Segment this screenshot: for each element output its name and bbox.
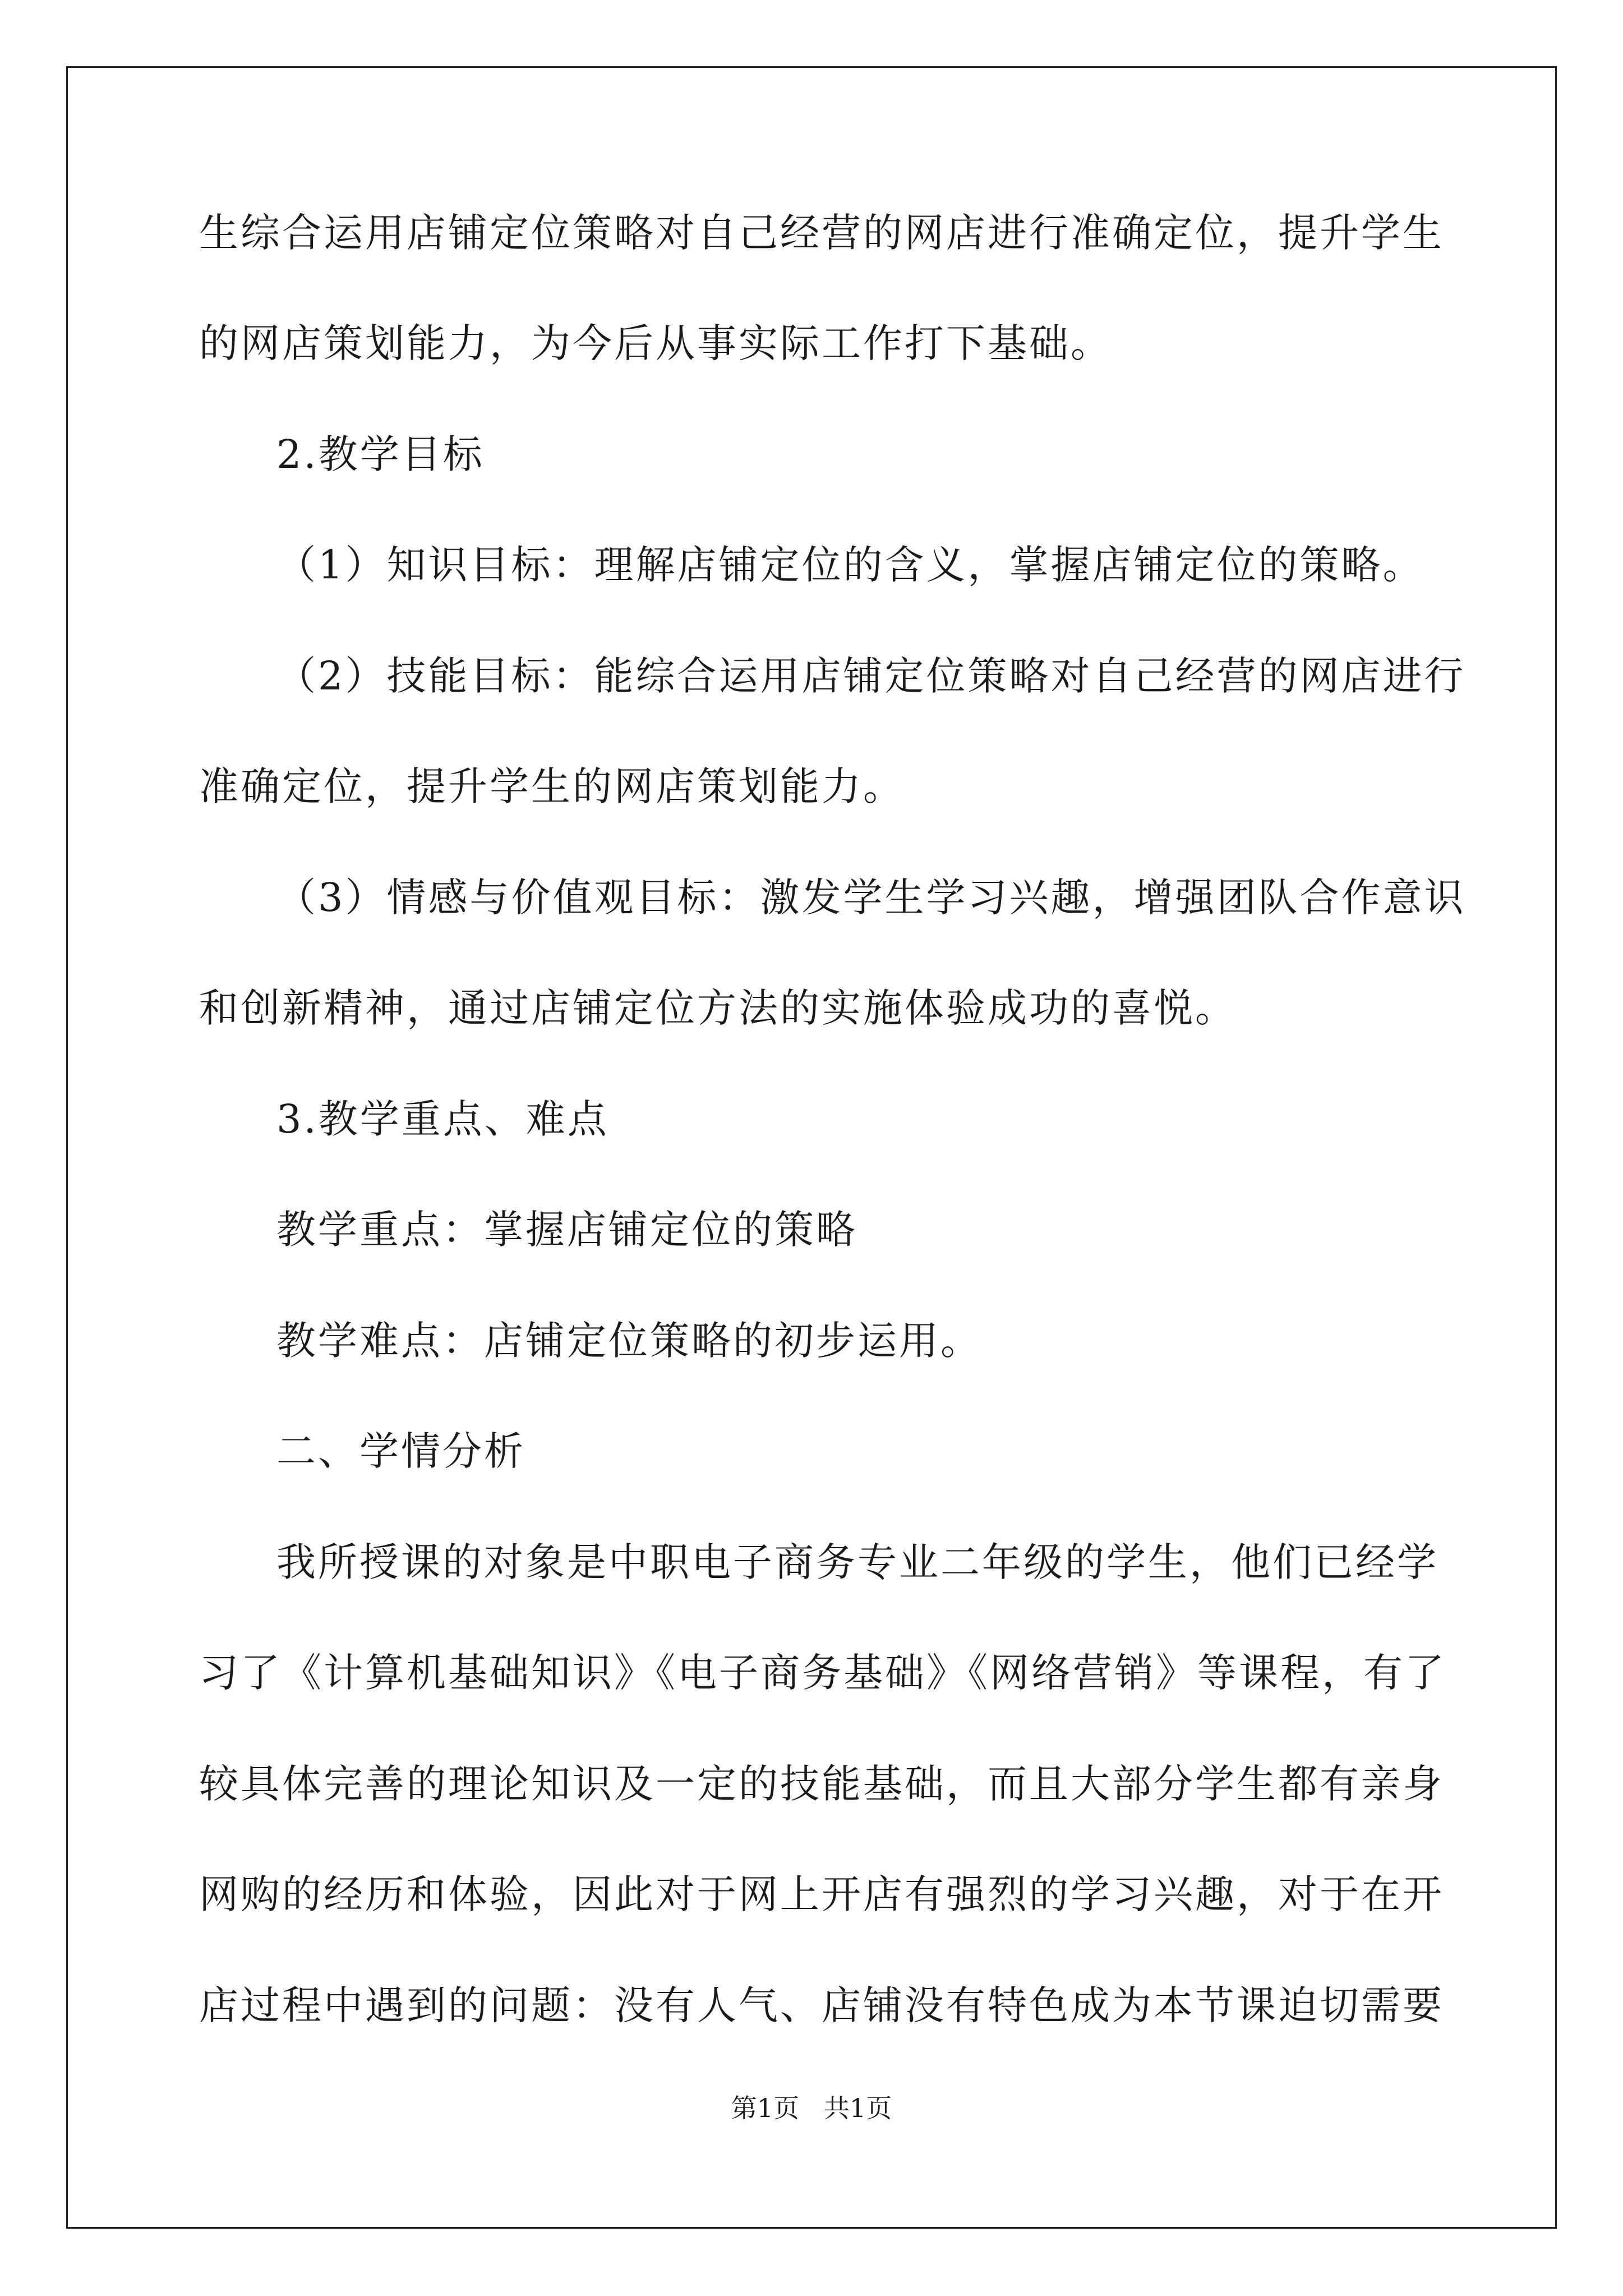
paragraph-line: 网购的经历和体验，因此对于网上开店有强烈的学习兴趣，对于在开 [199,1871,1444,1917]
section-heading: 2.教学目标 [276,431,485,477]
paragraph-line: 我所授课的对象是中职电子商务专业二年级的学生，他们已经学 [276,1539,1438,1585]
section-heading: 二、学情分析 [276,1428,525,1474]
paragraph-line: （3）情感与价值观目标：激发学生学习兴趣，增强团队合作意识 [276,875,1466,921]
section-heading: 3.教学重点、难点 [276,1096,609,1142]
page-footer: 第1页 共1页 [731,2093,892,2123]
paragraph-line: 教学重点：掌握店铺定位的策略 [276,1207,857,1253]
paragraph-line: 教学难点：店铺定位策略的初步运用。 [276,1318,982,1364]
paragraph-line: 的网店策划能力，为今后从事实际工作打下基础。 [199,320,1112,366]
paragraph-line: 生综合运用店铺定位策略对自己经营的网店进行准确定位，提升学生 [199,210,1444,256]
paragraph-line: 较具体完善的理论知识及一定的技能基础，而且大部分学生都有亲身 [199,1761,1444,1807]
paragraph-line: 习了《计算机基础知识》《电子商务基础》《网络营销》等课程，有了 [199,1650,1446,1696]
paragraph-line: 店过程中遇到的问题：没有人气、店铺没有特色成为本节课迫切需要 [199,1982,1444,2028]
paragraph-line: （1）知识目标：理解店铺定位的含义，掌握店铺定位的策略。 [276,542,1424,588]
paragraph-line: 和创新精神，通过店铺定位方法的实施体验成功的喜悦。 [199,985,1237,1031]
paragraph-line: 准确定位，提升学生的网店策划能力。 [199,763,905,809]
paragraph-line: （2）技能目标：能综合运用店铺定位策略对自己经营的网店进行 [276,653,1466,699]
